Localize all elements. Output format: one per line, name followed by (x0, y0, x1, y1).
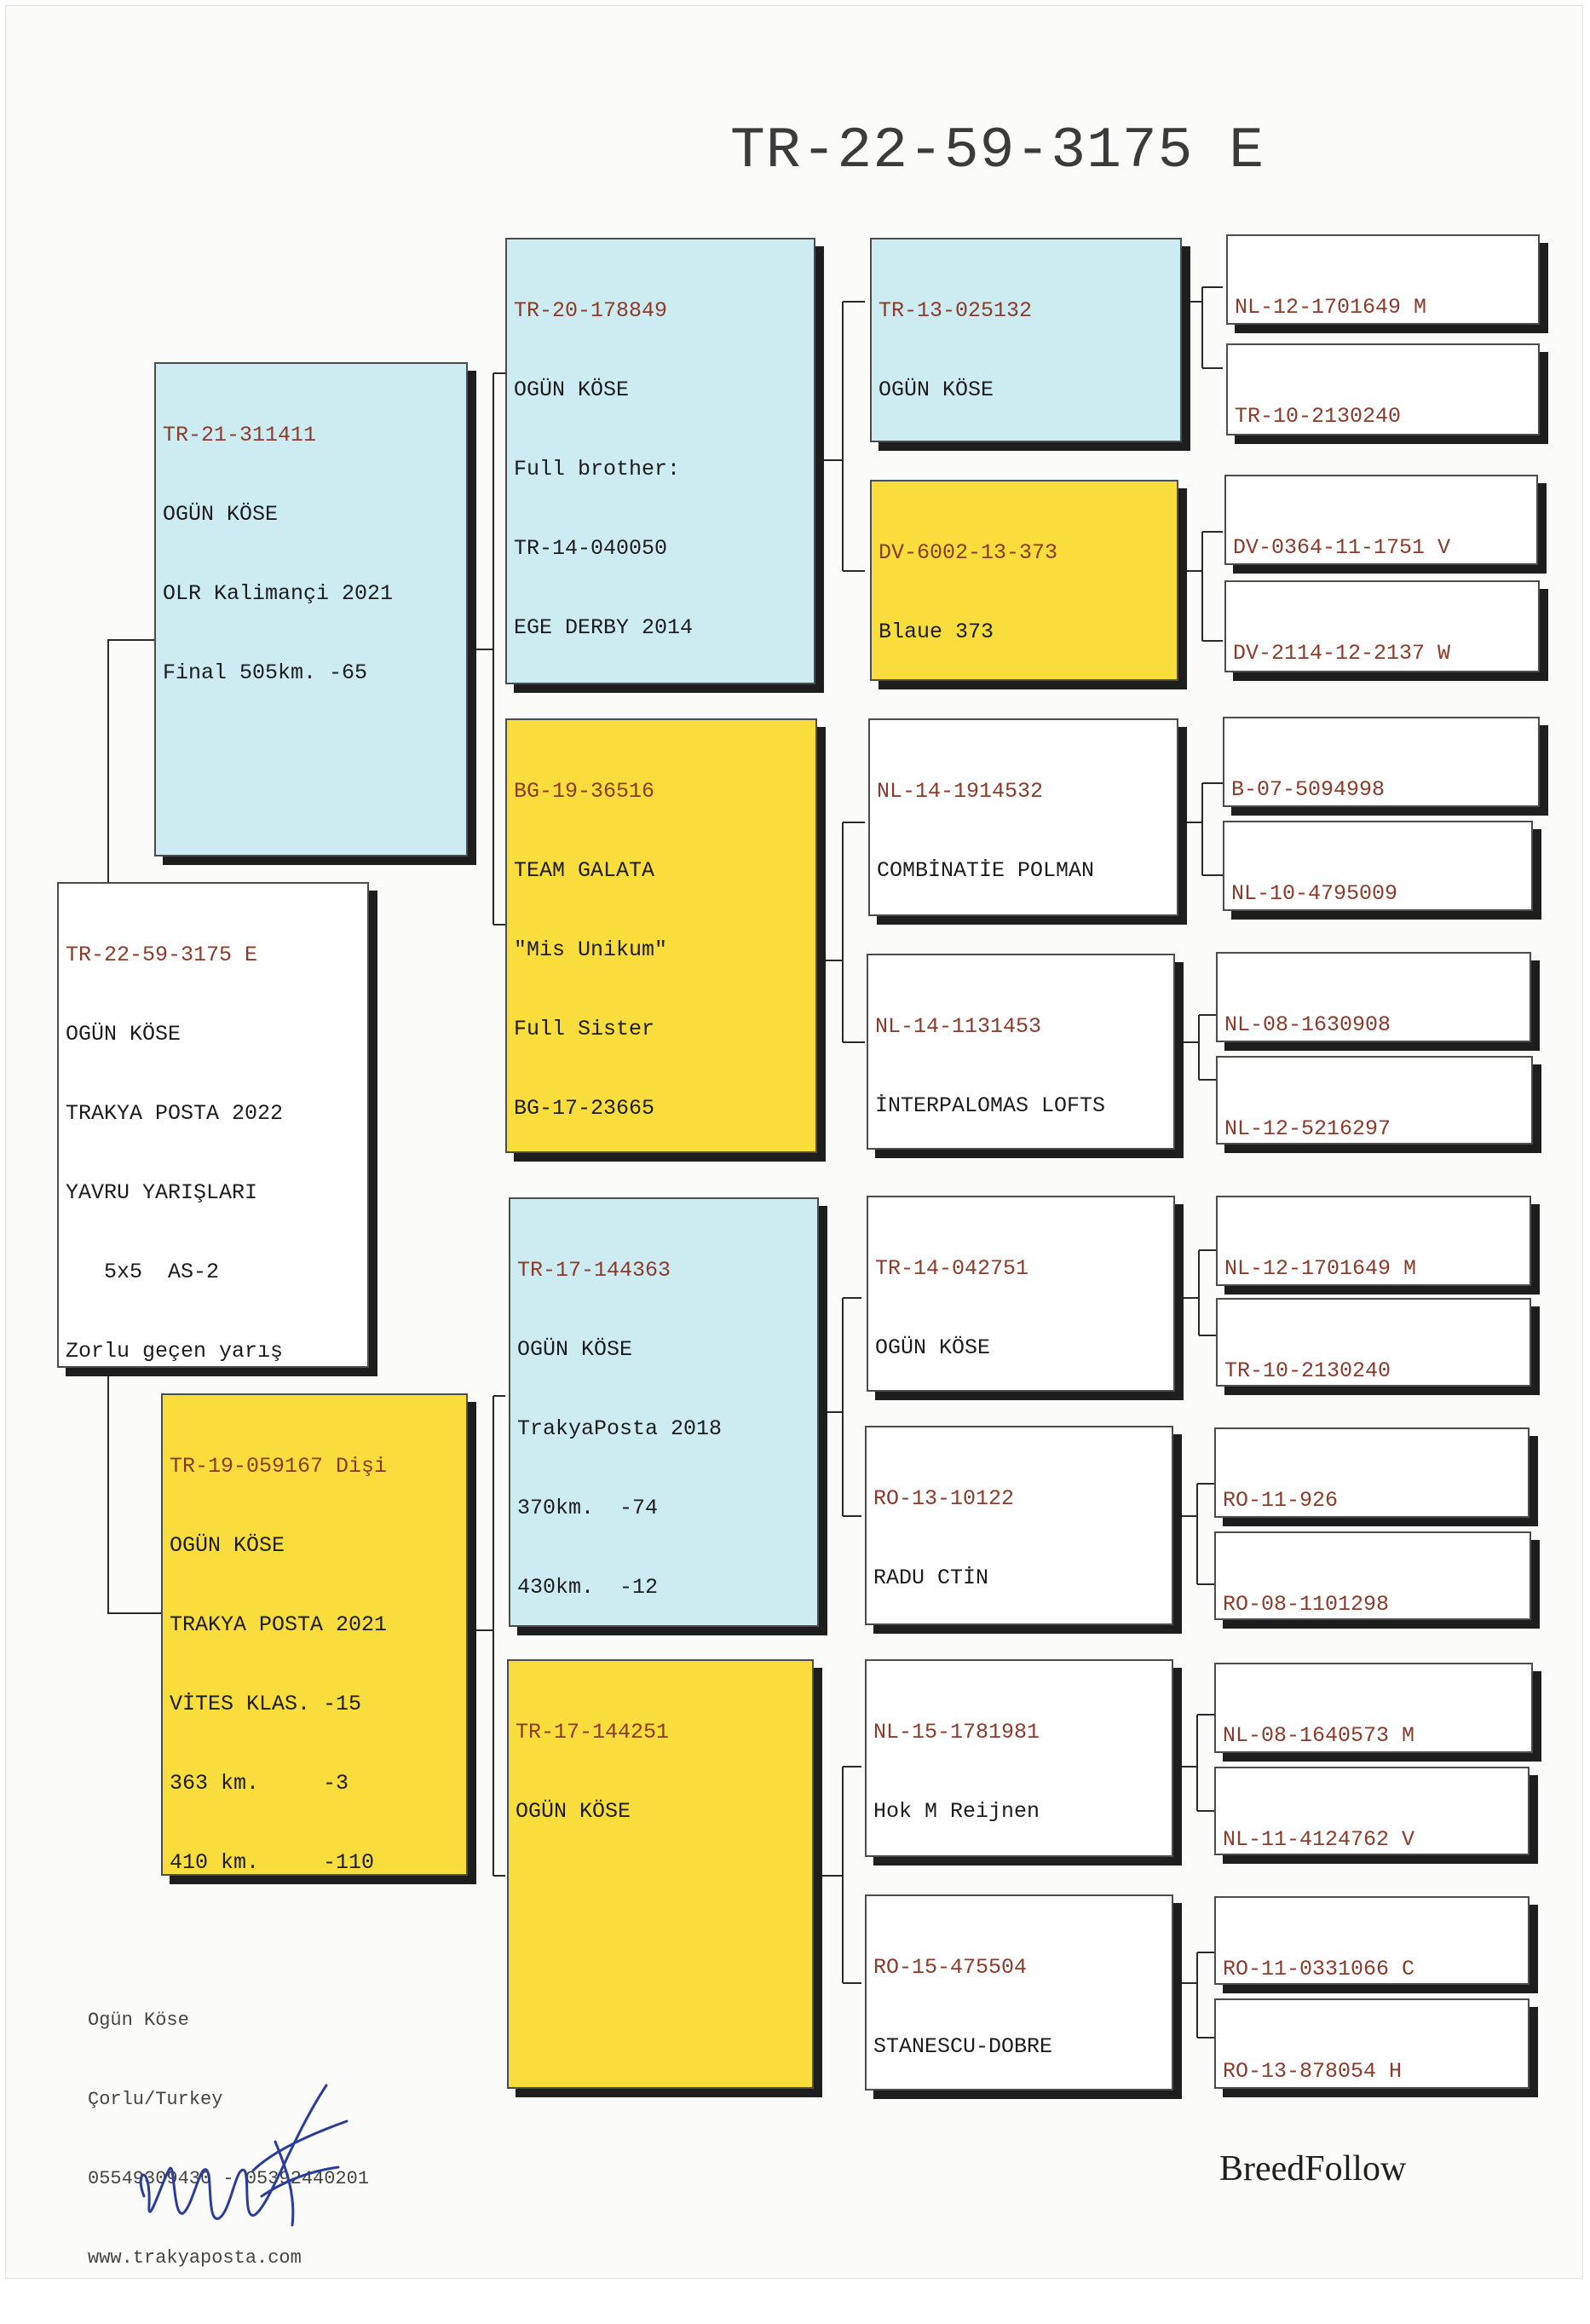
breeder-name: Ogün Köse (88, 2010, 189, 2031)
ring-number: DV-6002-13-373 (879, 540, 1058, 565)
ring-number: NL-12-1701649 M (1224, 1256, 1417, 1281)
gggp-card-13 (1214, 1663, 1533, 1753)
card-line: EGE DERBY 2014 (514, 615, 694, 640)
ggp-card-3 (868, 718, 1178, 916)
gggp-card-8 (1216, 1056, 1533, 1145)
gggp-card-5 (1223, 717, 1540, 807)
gggp-card-10 (1216, 1298, 1531, 1387)
ring-number: DV-2114-12-2137 W (1233, 641, 1451, 666)
gggp-card-4 (1224, 580, 1540, 672)
ring-number: RO-13-10122 (873, 1486, 1015, 1511)
gggp-card-11 (1214, 1427, 1530, 1518)
gggp-card-16 (1214, 1998, 1530, 2089)
ggp-card-4 (867, 954, 1175, 1150)
card-line: OGÜN KÖSE (170, 1533, 285, 1558)
ring-number: B-07-5094998 (1231, 777, 1385, 802)
card-line: 410 km. -110 (170, 1850, 375, 1875)
gggp-card-3 (1224, 475, 1538, 565)
ggp-card-2 (870, 480, 1178, 681)
ring-number: RO-13-878054 H (1223, 2059, 1403, 2084)
ring-number: TR-10-2130240 (1235, 404, 1402, 429)
card-line: OGÜN KÖSE (163, 502, 279, 527)
card-line: TRAKYA POSTA 2022 (66, 1101, 284, 1126)
ggp-card-5 (867, 1196, 1175, 1392)
card-line: Blaue 373 (879, 620, 994, 644)
sire-card (154, 362, 468, 856)
card-line: TrakyaPosta 2018 (517, 1416, 723, 1441)
card-line: 5x5 AS-2 (66, 1260, 220, 1284)
ring-number: TR-21-311411 (163, 423, 317, 447)
pedigree-sheet (5, 5, 1583, 2279)
breeder-phones: 05549309430 - 05392440201 (88, 2168, 370, 2189)
gggp-card-7 (1216, 952, 1531, 1042)
card-line: YAVRU YARIŞLARI (66, 1180, 258, 1205)
ggp-card-1 (870, 238, 1182, 442)
ring-number: RO-08-1101298 (1223, 1592, 1390, 1617)
subject-card (57, 882, 369, 1368)
card-line: VİTES KLAS. -15 (170, 1692, 362, 1716)
card-line: 363 km. -3 (170, 1771, 349, 1796)
card-line: Hok M Reijnen (873, 1799, 1040, 1824)
card-line: OGÜN KÖSE (66, 1022, 181, 1047)
card-line: OGÜN KÖSE (875, 1335, 991, 1360)
ring-number: TR-13-025132 (879, 298, 1033, 323)
card-line: OGÜN KÖSE (517, 1337, 633, 1362)
gggp-card-15 (1214, 1896, 1530, 1985)
breeder-website: www.trakyaposta.com (88, 2247, 302, 2269)
ring-number: NL-08-1640573 M (1223, 1723, 1415, 1748)
gggp-card-6 (1223, 821, 1533, 911)
ring-number: RO-11-926 (1223, 1488, 1339, 1513)
gggp-card-1 (1226, 234, 1540, 325)
ggp-card-7 (865, 1659, 1173, 1857)
card-line: BG-17-23665 (514, 1096, 655, 1121)
gggp-card-9 (1216, 1196, 1531, 1286)
card-line: 430km. -12 (517, 1575, 659, 1600)
ggp-card-8 (865, 1894, 1173, 2090)
ggp-card-6 (865, 1426, 1173, 1625)
ring-number: NL-10-4795009 (1231, 881, 1398, 906)
card-line: Zorlu geçen yarış (66, 1339, 284, 1364)
gggp-card-2 (1226, 343, 1540, 435)
brand-logo: BreedFollow (1219, 2149, 1407, 2188)
card-line: COMBİNATİE POLMAN (877, 858, 1095, 883)
ring-number: NL-14-1914532 (877, 779, 1044, 804)
card-line: TRAKYA POSTA 2021 (170, 1612, 388, 1637)
card-line: OGÜN KÖSE (516, 1799, 631, 1824)
ring-number: NL-12-1701649 M (1235, 295, 1427, 320)
ring-number: TR-10-2130240 (1224, 1358, 1391, 1383)
ring-number: NL-12-5216297 (1224, 1116, 1391, 1141)
ring-number: RO-15-475504 (873, 1955, 1028, 1980)
card-line: İNTERPALOMAS LOFTS (875, 1093, 1106, 1118)
card-line: OLR Kalimançi 2021 (163, 581, 394, 606)
ring-number: RO-11-0331066 C (1223, 1957, 1415, 1981)
gggp-card-12 (1214, 1531, 1531, 1620)
page-title: TR-22-59-3175 E (730, 118, 1265, 184)
card-line: Full brother: (514, 457, 681, 482)
ring-number: NL-15-1781981 (873, 1720, 1040, 1744)
card-line: STANESCU-DOBRE (873, 2034, 1053, 2059)
ring-number: NL-08-1630908 (1224, 1012, 1391, 1037)
ring-number: NL-14-1131453 (875, 1014, 1042, 1039)
granddam-maternal-card (507, 1659, 814, 2089)
ring-number: NL-11-4124762 V (1223, 1827, 1415, 1852)
card-line: RADU CTİN (873, 1566, 989, 1590)
card-line: 370km. -74 (517, 1496, 659, 1520)
ring-number: TR-20-178849 (514, 298, 668, 323)
card-line: TR-14-040050 (514, 536, 668, 561)
signature-icon (125, 2068, 364, 2239)
grandsire-maternal-card (509, 1197, 819, 1627)
card-line: Final 505km. -65 (163, 660, 368, 685)
ring-number: TR-17-144363 (517, 1258, 671, 1283)
gggp-card-14 (1214, 1767, 1530, 1855)
card-line: TEAM GALATA (514, 858, 655, 883)
card-line: Full Sister (514, 1017, 655, 1041)
grandsire-paternal-card (505, 238, 815, 684)
dam-card (161, 1393, 468, 1876)
ring-number: TR-17-144251 (516, 1720, 670, 1744)
card-line: OGÜN KÖSE (514, 378, 630, 402)
ring-number: TR-19-059167 Dişi (170, 1454, 388, 1479)
ring-number: DV-0364-11-1751 V (1233, 535, 1451, 560)
ring-number: BG-19-36516 (514, 779, 655, 804)
ring-number: TR-14-042751 (875, 1256, 1029, 1281)
breeder-location: Çorlu/Turkey (88, 2089, 223, 2110)
ring-number: TR-22-59-3175 E (66, 943, 258, 967)
card-line: "Mis Unikum" (514, 937, 668, 962)
card-line: OGÜN KÖSE (879, 378, 994, 402)
granddam-paternal-card (505, 718, 817, 1153)
